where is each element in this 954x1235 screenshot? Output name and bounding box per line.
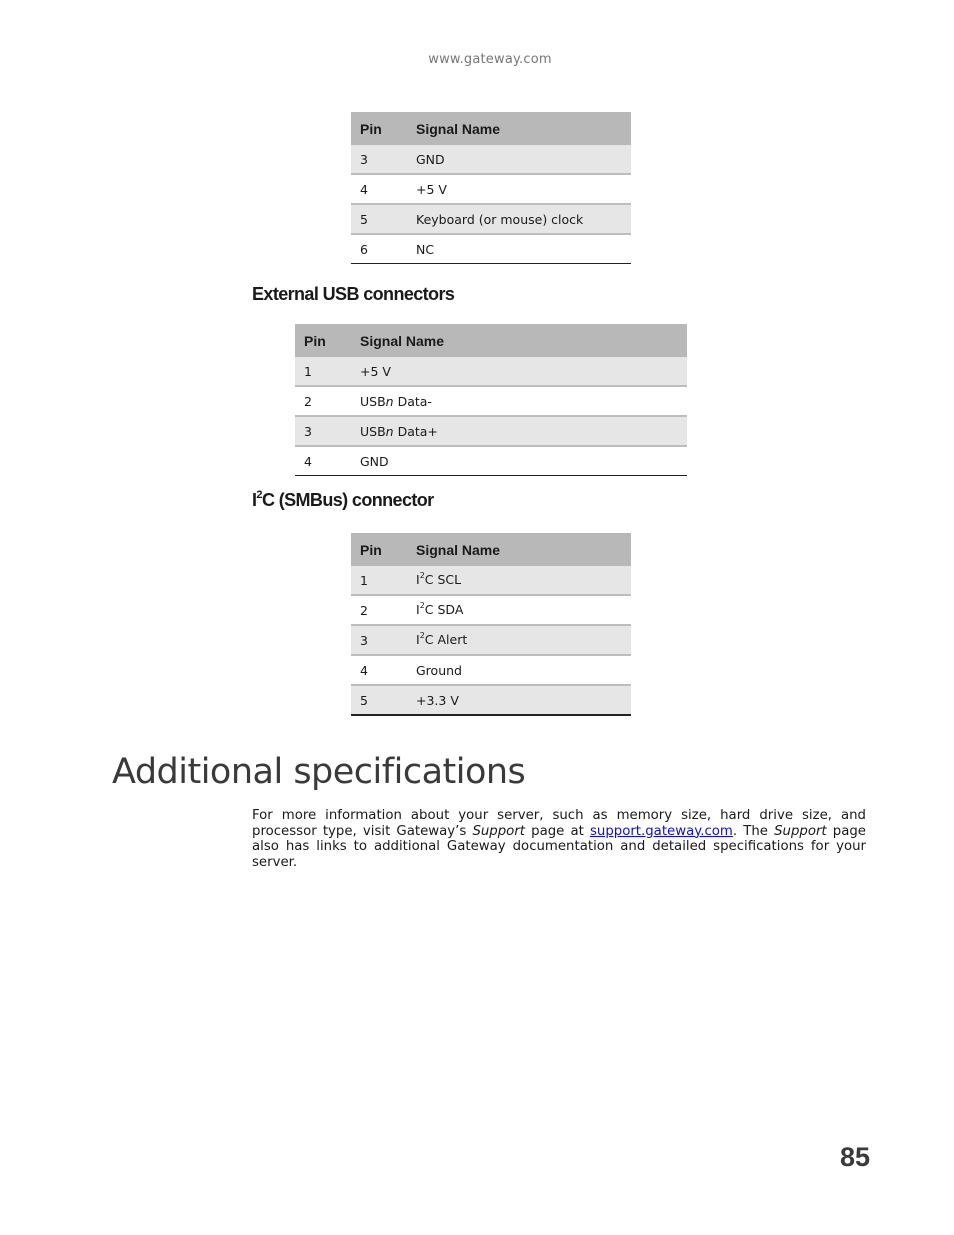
section-title: Additional specifications: [112, 752, 526, 792]
heading-prefix: I: [252, 490, 257, 510]
pin-cell: 1: [351, 566, 407, 595]
table-row: [351, 145, 631, 174]
table-row: [351, 234, 631, 264]
signal-cell: [407, 595, 631, 625]
signal-prefix: I: [416, 572, 420, 588]
column-header-signal: Signal Name: [407, 533, 631, 566]
signal-cell: [351, 386, 687, 416]
support-link[interactable]: support.gateway.com: [589, 823, 733, 839]
table-row: [295, 416, 687, 446]
signal-prefix: I: [416, 632, 420, 648]
signal-cell: +3.3 V: [407, 685, 631, 715]
signal-suffix: Data+: [393, 423, 438, 439]
heading-suffix: C (SMBus) connector: [261, 490, 434, 510]
i2c-pin-table: [351, 533, 631, 716]
pin-cell: 3: [351, 625, 407, 655]
signal-cell: [407, 625, 631, 655]
signal-cell: Ground: [407, 655, 631, 685]
table-row: [351, 625, 631, 655]
pin-cell: 4: [351, 655, 407, 685]
signal-superscript: 2: [419, 571, 425, 581]
table-header-row: [351, 533, 631, 566]
table-row: [351, 174, 631, 204]
table-row: [295, 446, 687, 476]
paragraph-text: For more information about your server, such as memory size, hard drive size, and processor type, visit Gateway’s: [252, 808, 866, 839]
pin-cell: 6: [351, 234, 407, 264]
signal-italic: n: [385, 423, 394, 439]
table-row: [351, 595, 631, 625]
signal-suffix: C SDA: [424, 602, 464, 618]
i2c-section-heading: [252, 490, 434, 511]
table-row: [351, 655, 631, 685]
table-row: [351, 204, 631, 234]
signal-prefix: USB: [360, 393, 386, 409]
usb-pin-table: [295, 324, 687, 476]
pin-cell: 5: [351, 685, 407, 715]
column-header-pin: Pin: [351, 533, 407, 566]
pin-cell: 3: [295, 416, 351, 446]
table-header-row: [295, 324, 687, 357]
signal-cell: +5 V: [351, 357, 687, 386]
column-header-signal: Signal Name: [351, 324, 687, 357]
signal-superscript: 2: [419, 601, 425, 611]
pin-cell: 5: [351, 204, 407, 234]
paragraph-text: . The: [732, 823, 775, 839]
table-row: [351, 566, 631, 595]
paragraph-text: page at: [525, 823, 590, 839]
support-emphasis: Support: [472, 823, 526, 839]
signal-italic: n: [385, 393, 394, 409]
table-header-row: [351, 112, 631, 145]
site-url: www.gateway.com: [428, 52, 552, 67]
pin-cell: 3: [351, 145, 407, 174]
column-header-pin: Pin: [351, 112, 407, 145]
signal-cell: GND: [351, 446, 687, 476]
signal-cell: Keyboard (or mouse) clock: [407, 204, 631, 234]
column-header-pin: Pin: [295, 324, 351, 357]
pin-cell: 1: [295, 357, 351, 386]
pin-cell: 2: [295, 386, 351, 416]
keyboard-pin-table: [351, 112, 631, 264]
signal-cell: [407, 566, 631, 595]
heading-superscript: 2: [256, 489, 262, 501]
signal-cell: +5 V: [407, 174, 631, 204]
pin-cell: 4: [351, 174, 407, 204]
signal-prefix: USB: [360, 423, 386, 439]
usb-section-heading: External USB connectors: [252, 284, 455, 304]
signal-prefix: I: [416, 602, 420, 618]
paragraph-text: page also has links to additional Gateway documentation and detailed specifications for your server.: [252, 823, 866, 870]
signal-suffix: C Alert: [424, 632, 468, 648]
signal-cell: GND: [407, 145, 631, 174]
signal-cell: NC: [407, 234, 631, 264]
page-number: 85: [839, 1142, 870, 1172]
signal-cell: [351, 416, 687, 446]
table-row: [295, 386, 687, 416]
pin-cell: 2: [351, 595, 407, 625]
signal-superscript: 2: [419, 631, 425, 641]
pin-cell: 4: [295, 446, 351, 476]
signal-suffix: C SCL: [424, 572, 462, 588]
table-row: [351, 685, 631, 715]
specifications-paragraph: [252, 808, 866, 870]
support-emphasis: Support: [774, 823, 827, 839]
column-header-signal: Signal Name: [407, 112, 631, 145]
signal-suffix: Data-: [393, 393, 432, 409]
table-row: [295, 357, 687, 386]
